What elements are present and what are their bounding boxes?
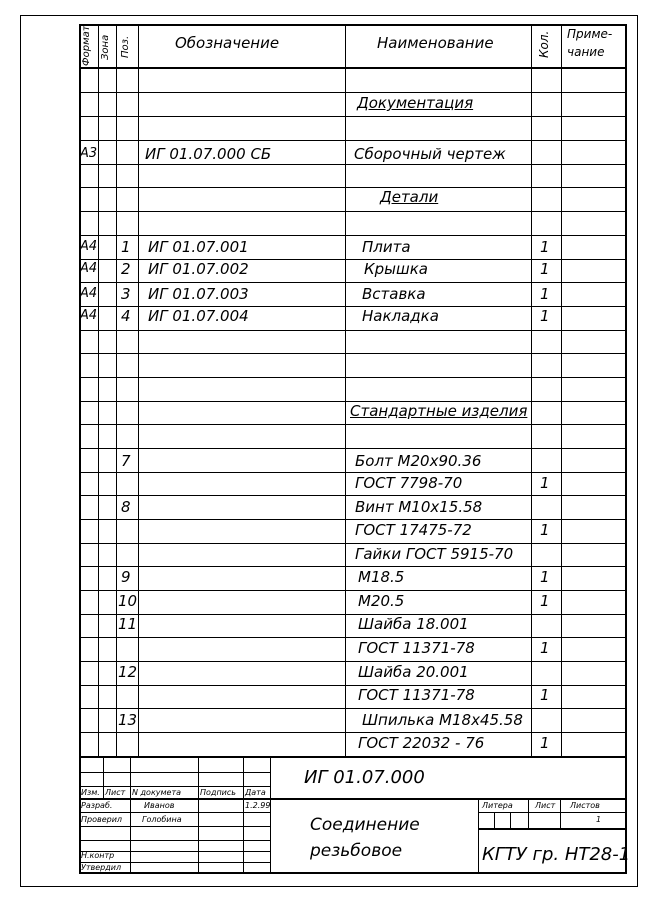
- part1-qty: 1: [540, 238, 550, 256]
- assembly-name: Сборочный чертеж: [354, 145, 506, 163]
- row-line: [79, 732, 627, 733]
- nut20-name: М20.5: [358, 592, 405, 610]
- tb-line: [79, 798, 627, 800]
- bolt-pos: 7: [121, 452, 131, 470]
- stud-name: Шпилька М18х45.58: [362, 711, 523, 729]
- sheets-value: 1: [596, 815, 602, 824]
- tb-line: [478, 798, 479, 874]
- header-note-line1: Приме-: [567, 27, 613, 41]
- part2-name: Крышка: [364, 260, 428, 278]
- row-line: [79, 353, 627, 354]
- row-line: [79, 187, 627, 188]
- nut18-name: М18.5: [358, 568, 405, 586]
- screw-qty: 1: [540, 521, 550, 539]
- stud-qty: 1: [540, 734, 550, 752]
- tb-line: [494, 812, 495, 829]
- tb-line: [510, 812, 511, 829]
- part1-format: А4: [80, 239, 98, 254]
- nut18-pos: 9: [121, 568, 131, 586]
- washer20-name: Шайба 20.001: [358, 663, 469, 681]
- header-zone: Зона: [100, 34, 111, 60]
- tb-line: [560, 798, 561, 829]
- tb-line: [103, 756, 104, 798]
- header-pos: Поз.: [120, 35, 131, 58]
- part1-pos: 1: [121, 238, 131, 256]
- row-line: [79, 116, 627, 117]
- checker-name: Голобина: [142, 815, 182, 824]
- col-line-format: [98, 24, 99, 757]
- tb-line: [478, 828, 627, 830]
- col-line-qty: [561, 24, 562, 757]
- tb-line: [79, 840, 270, 841]
- washer18-standard: ГОСТ 11371-78: [358, 639, 475, 657]
- part4-format: А4: [80, 308, 98, 323]
- tb-line: [478, 812, 627, 813]
- screw-name: Винт М10х15.58: [355, 498, 483, 516]
- tb-line: [130, 756, 131, 872]
- part3-name: Вставка: [362, 285, 426, 303]
- label-sheet: Лист: [535, 801, 556, 810]
- organization: КГТУ гр. НТ28-1: [482, 844, 631, 865]
- row-line: [79, 140, 627, 141]
- tb-line: [243, 756, 244, 872]
- nuts-heading: Гайки ГОСТ 5915-70: [355, 545, 514, 563]
- part2-format: А4: [80, 261, 98, 276]
- header-name: Наименование: [377, 34, 494, 52]
- part4-qty: 1: [540, 307, 550, 325]
- header-note-line2: чание: [567, 45, 605, 59]
- row-line: [79, 211, 627, 212]
- label-checked: Проверил: [81, 815, 123, 824]
- part1-name: Плита: [362, 238, 411, 256]
- row-line: [79, 164, 627, 165]
- title-line1: Соединение: [310, 815, 420, 835]
- part4-name: Накладка: [362, 307, 439, 325]
- col-line-designation: [345, 24, 346, 757]
- developed-date: 1.2.99: [245, 801, 271, 810]
- label-approved: Утвердил: [81, 863, 122, 872]
- title-block-top: [79, 756, 627, 758]
- label-ncontrol: Н.контр: [81, 851, 115, 860]
- part3-pos: 3: [121, 285, 131, 303]
- screw-standard: ГОСТ 17475-72: [355, 521, 472, 539]
- assembly-format: А3: [80, 146, 98, 161]
- section-parts: Детали: [380, 188, 439, 206]
- washer20-pos: 12: [118, 663, 138, 681]
- tb-line: [79, 772, 270, 773]
- part3-designation: ИГ 01.07.003: [148, 285, 249, 303]
- row-line: [79, 495, 627, 496]
- developer-name: Иванов: [144, 801, 175, 810]
- header-designation: Обозначение: [175, 34, 280, 52]
- row-line: [79, 708, 627, 709]
- tb-line: [270, 756, 271, 872]
- header-qty: Кол.: [537, 30, 551, 58]
- row-line: [79, 472, 627, 473]
- section-standard: Стандартные изделия: [350, 402, 528, 420]
- title-line2: резьбовое: [310, 841, 403, 861]
- assembly-designation: ИГ 01.07.000 СБ: [145, 145, 272, 163]
- row-line: [79, 448, 627, 449]
- row-line: [79, 330, 627, 331]
- screw-pos: 8: [121, 498, 131, 516]
- part1-designation: ИГ 01.07.001: [148, 238, 249, 256]
- row-line: [79, 543, 627, 544]
- tb-line: [79, 826, 270, 827]
- col-line-zone: [116, 24, 117, 757]
- section-documentation: Документация: [357, 94, 474, 112]
- bolt-qty: 1: [540, 474, 550, 492]
- bolt-standard: ГОСТ 7798-70: [355, 474, 463, 492]
- washer18-qty: 1: [540, 639, 550, 657]
- col-change: Изм.: [81, 788, 100, 797]
- nut20-pos: 10: [118, 592, 138, 610]
- row-line: [79, 282, 627, 283]
- part2-pos: 2: [121, 260, 131, 278]
- col-line-pos: [138, 24, 139, 757]
- doc-code: ИГ 01.07.000: [304, 767, 425, 788]
- part2-designation: ИГ 01.07.002: [148, 260, 249, 278]
- washer20-standard: ГОСТ 11371-78: [358, 686, 475, 704]
- nut18-qty: 1: [540, 568, 550, 586]
- label-letter: Литера: [482, 801, 513, 810]
- header-format: Формат: [81, 25, 92, 66]
- part3-format: А4: [80, 286, 98, 301]
- part3-qty: 1: [540, 285, 550, 303]
- row-line: [79, 614, 627, 615]
- row-line: [79, 590, 627, 591]
- washer20-qty: 1: [540, 686, 550, 704]
- col-sheet: Лист: [105, 788, 126, 797]
- label-sheets: Листов: [570, 801, 600, 810]
- row-line: [79, 566, 627, 567]
- washer18-pos: 11: [118, 615, 138, 633]
- tb-line: [79, 786, 270, 787]
- row-line: [79, 519, 627, 520]
- washer18-name: Шайба 18.001: [358, 615, 469, 633]
- tb-line: [198, 756, 199, 872]
- col-line-name: [531, 24, 532, 757]
- row-line: [79, 92, 627, 93]
- stud-pos: 13: [118, 711, 138, 729]
- row-line: [79, 377, 627, 378]
- col-docnum: N докумета: [132, 788, 182, 797]
- tb-line: [528, 798, 529, 829]
- part2-qty: 1: [540, 260, 550, 278]
- col-date: Дата: [245, 788, 266, 797]
- part4-designation: ИГ 01.07.004: [148, 307, 249, 325]
- nut20-qty: 1: [540, 592, 550, 610]
- bolt-name: Болт М20х90.36: [355, 452, 482, 470]
- header-bottom-line: [79, 67, 627, 69]
- tb-line: [79, 812, 270, 813]
- part4-pos: 4: [121, 307, 131, 325]
- row-line: [79, 661, 627, 662]
- row-line: [79, 637, 627, 638]
- row-line: [79, 235, 627, 236]
- col-sign: Подпись: [200, 788, 236, 797]
- label-developed: Разраб.: [81, 801, 113, 810]
- row-line: [79, 424, 627, 425]
- stud-standard: ГОСТ 22032 - 76: [358, 734, 485, 752]
